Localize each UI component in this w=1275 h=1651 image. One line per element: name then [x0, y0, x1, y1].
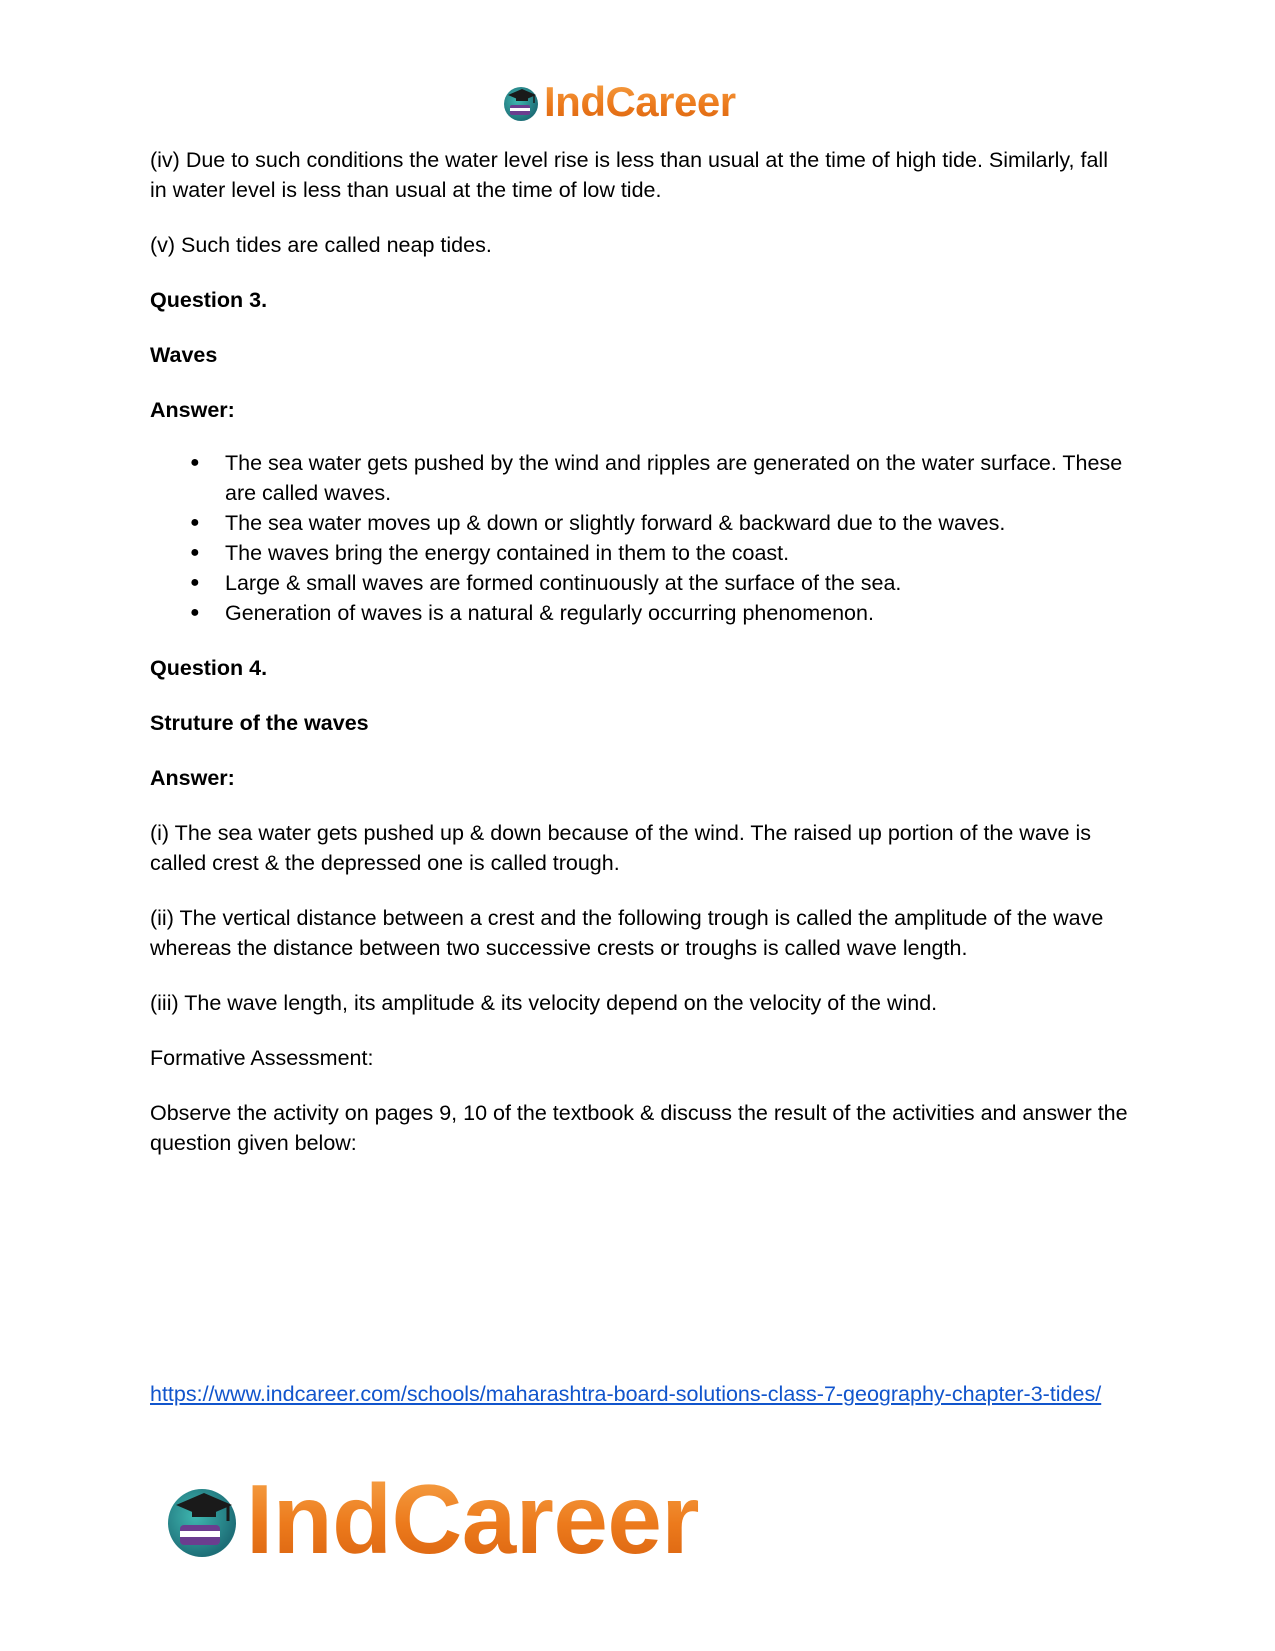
source-url-link[interactable]: https://www.indcareer.com/schools/maharashtra-board-solutions-class-7-geography-chapter-3-tides/ [150, 1382, 1102, 1406]
header-logo [500, 78, 736, 126]
paragraph-q4-iii: (iii) The wave length, its amplitude & its velocity depend on the velocity of the wind. [150, 991, 938, 1015]
list-item: ● The sea water moves up & down or slightly forward & backward due to the waves. [190, 508, 1130, 538]
question-4-label: Question 4. [150, 656, 268, 680]
paragraph-iv: (iv) Due to such conditions the water level rise is less than usual at the time of high tide. Similarly, fall in water level is less than usual at the time of low tide. [150, 148, 1108, 202]
question-4-title: Struture of the waves [150, 711, 369, 735]
question-4-answer-label: Answer: [150, 766, 235, 790]
graduation-globe-icon [500, 81, 542, 123]
observe-activity-text: Observe the activity on pages 9, 10 of the textbook & discuss the result of the activities and answer the question given below: [150, 1101, 1128, 1155]
header-logo-text: IndCareer [544, 78, 736, 125]
graduation-globe-icon [160, 1477, 244, 1561]
formative-assessment-label: Formative Assessment: [150, 1046, 374, 1070]
list-item: ● Large & small waves are formed continuously at the surface of the sea. [190, 568, 1130, 598]
list-item: ● The sea water gets pushed by the wind and ripples are generated on the water surface. These are called waves. [190, 448, 1130, 508]
list-item: ● The waves bring the energy contained in them to the coast. [190, 538, 1130, 568]
paragraph-v: (v) Such tides are called neap tides. [150, 233, 492, 257]
paragraph-q4-ii: (ii) The vertical distance between a crest and the following trough is called the amplitude of the wave whereas the distance between two successive crests or troughs is called wave length. [150, 906, 1104, 960]
question-3-label: Question 3. [150, 288, 268, 312]
paragraph-q4-i: (i) The sea water gets pushed up & down because of the wind. The raised up portion of the wave is called crest & the depressed one is called trough. [150, 821, 1091, 875]
footer-logo [160, 1464, 700, 1574]
question-3-title: Waves [150, 343, 218, 367]
footer-logo-text: IndCareer [246, 1464, 700, 1574]
question-3-answer-label: Answer: [150, 398, 235, 422]
list-item: ● Generation of waves is a natural & regularly occurring phenomenon. [190, 598, 1130, 628]
waves-bullet-list [150, 448, 1130, 628]
document-body [150, 145, 1130, 1183]
